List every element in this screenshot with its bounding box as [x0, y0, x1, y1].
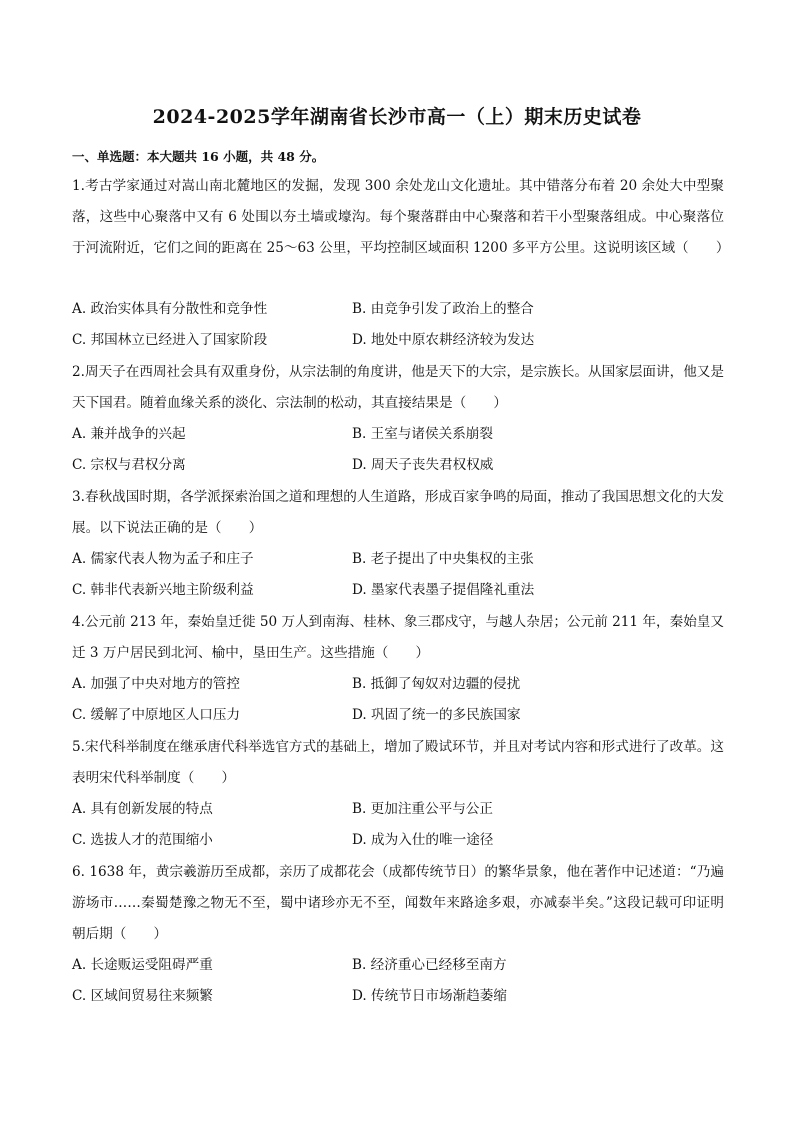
question-1-option-d[interactable]: D. 地处中原农耕经济较为发达: [352, 332, 535, 348]
question-6-option-c[interactable]: C. 区域间贸易往来频繁: [72, 988, 213, 1004]
question-4-option-a[interactable]: A. 加强了中央对地方的管控: [72, 676, 240, 692]
question-1-stem: 1.考古学家通过对嵩山南北麓地区的发掘，发现 300 余处龙山文化遗址。其中错落分布着 20 余处大中型聚落，这些中心聚落中又有 6 处围以夯土墙或壕沟。每个聚落群由中心聚落和若干小型聚落组成。中心聚落位于河流附近，它们之间的距离在 25～63 公里，平均控制区域面积 1200 多平方公里。这说明该区域（ ）: [72, 178, 730, 256]
question-2-option-b[interactable]: B. 王室与诸侯关系崩裂: [352, 426, 493, 442]
section-heading: 一、单选题：本大题共 16 小题，共 48 分。: [72, 149, 325, 164]
question-1-option-b[interactable]: B. 由竞争引发了政治上的整合: [352, 301, 534, 317]
question-5-stem: 5.宋代科举制度在继承唐代科举选官方式的基础上，增加了殿试环节，并且对考试内容和形式进行了改革。这表明宋代科举制度（ ）: [72, 739, 724, 786]
exam-title: 2024-2025学年湖南省长沙市高一（上）期末历史试卷: [152, 106, 642, 128]
question-5-option-b[interactable]: B. 更加注重公平与公正: [352, 801, 493, 817]
question-3-option-b[interactable]: B. 老子提出了中央集权的主张: [352, 551, 534, 567]
question-6-option-d[interactable]: D. 传统节日市场渐趋萎缩: [352, 988, 507, 1004]
question-4-option-d[interactable]: D. 巩固了统一的多民族国家: [352, 707, 521, 723]
question-3-option-d[interactable]: D. 墨家代表墨子提倡隆礼重法: [352, 582, 535, 598]
question-3-option-a[interactable]: A. 儒家代表人物为孟子和庄子: [72, 551, 254, 567]
question-5-option-c[interactable]: C. 选拔人才的范围缩小: [72, 832, 213, 848]
question-4-stem: 4.公元前 213 年，秦始皇迁徙 50 万人到南海、桂林、象三郡戍守，与越人杂居；公元前 211 年，秦始皇又迁 3 万户居民到北河、榆中，垦田生产。这些措施（ ）: [72, 614, 724, 661]
question-3-stem: 3.春秋战国时期，各学派探索治国之道和理想的人生道路，形成百家争鸣的局面，推动了我国思想文化的大发展。以下说法正确的是（ ）: [72, 489, 724, 536]
question-2-option-d[interactable]: D. 周天子丧失君权权威: [352, 457, 494, 473]
question-2-option-a[interactable]: A. 兼并战争的兴起: [72, 426, 186, 442]
question-2-option-c[interactable]: C. 宗权与君权分离: [72, 457, 186, 473]
question-2-stem: 2.周天子在西周社会具有双重身份，从宗法制的角度讲，他是天下的大宗，是宗族长。从国家层面讲，他又是天下国君。随着血缘关系的淡化、宗法制的松动，其直接结果是（ ）: [72, 364, 724, 411]
question-6-stem: 6. 1638 年，黄宗羲游历至成都，亲历了成都花会（成都传统节日）的繁华景象，他在著作中记述道：“乃遍游场市……秦蜀楚豫之物无不至，蜀中诸珍亦无不至，闻数年来路途多艰，亦减泰半矣。”这段记载可印证明朝后期（ ）: [72, 864, 724, 942]
question-4-option-b[interactable]: B. 抵御了匈奴对边疆的侵扰: [352, 676, 521, 692]
question-5-option-d[interactable]: D. 成为入仕的唯一途径: [352, 832, 494, 848]
question-4-option-c[interactable]: C. 缓解了中原地区人口压力: [72, 707, 241, 723]
question-1-option-a[interactable]: A. 政治实体具有分散性和竞争性: [72, 301, 268, 317]
question-6-option-a[interactable]: A. 长途贩运受阻碍严重: [72, 957, 213, 973]
question-1-option-c[interactable]: C. 邦国林立已经进入了国家阶段: [72, 332, 268, 348]
question-5-option-a[interactable]: A. 具有创新发展的特点: [72, 801, 213, 817]
question-3-option-c[interactable]: C. 韩非代表新兴地主阶级利益: [72, 582, 254, 598]
question-6-option-b[interactable]: B. 经济重心已经移至南方: [352, 957, 507, 973]
